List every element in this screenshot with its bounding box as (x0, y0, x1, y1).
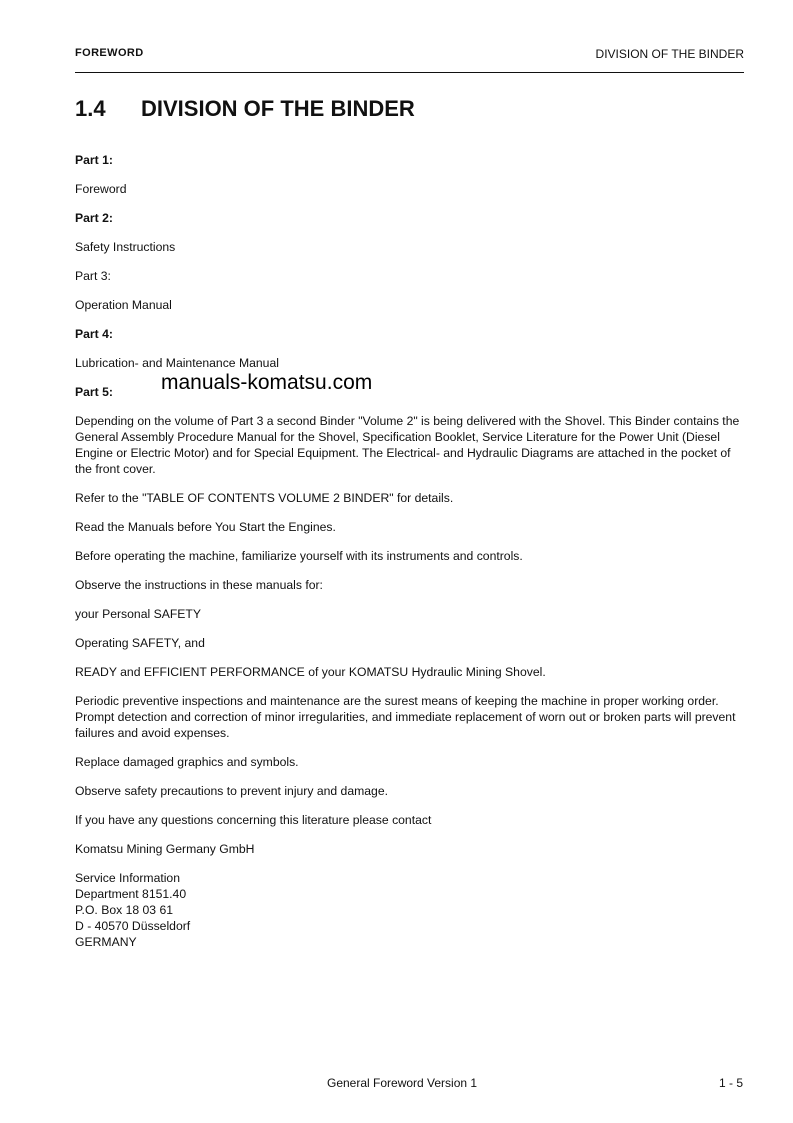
page-header (75, 47, 744, 63)
part-1-label: Part 1: (75, 153, 113, 167)
contact-address (75, 870, 745, 950)
familiarize-paragraph: Before operating the machine, familiarize yourself with its instruments and controls. (75, 549, 523, 563)
footer-page-number: 1 - 5 (718, 1076, 743, 1090)
watermark-url: manuals-komatsu.com (161, 371, 373, 394)
safety-precautions-paragraph: Observe safety precautions to prevent injury and damage. (75, 784, 388, 798)
address-line-1: Service Information (75, 871, 180, 885)
header-section-label: DIVISION OF THE BINDER (595, 47, 744, 61)
replace-graphics-paragraph: Replace damaged graphics and symbols. (75, 755, 299, 769)
section-heading (75, 96, 415, 122)
address-line-3: P.O. Box 18 03 61 (75, 903, 174, 917)
page-footer (0, 1076, 793, 1094)
part-1-text: Foreword (75, 182, 127, 196)
header-divider (75, 72, 744, 73)
address-line-5: GERMANY (75, 935, 137, 949)
header-chapter-label: FOREWORD (75, 47, 144, 59)
part-4-text: Lubrication- and Maintenance Manual (75, 356, 279, 370)
personal-safety-line: your Personal SAFETY (75, 607, 201, 621)
document-body (75, 152, 745, 963)
address-line-2: Department 8151.40 (75, 887, 187, 901)
refer-paragraph: Refer to the "TABLE OF CONTENTS VOLUME 2 BINDER" for details. (75, 491, 454, 505)
company-name: Komatsu Mining Germany GmbH (75, 842, 255, 856)
operating-safety-line: Operating SAFETY, and (75, 636, 205, 650)
periodic-maintenance-paragraph: Periodic preventive inspections and maintenance are the surest means of keeping the machine in proper working order. Prompt detection and correction of minor irregularities, and immediate replacement of worn out or broken parts will prevent failures and avoid expenses. (75, 694, 736, 740)
contact-paragraph: If you have any questions concerning this literature please contact (75, 813, 432, 827)
volume-2-paragraph: Depending on the volume of Part 3 a second Binder "Volume 2" is being delivered with the Shovel. This Binder contains the General Assembly Procedure Manual for the Shovel, Specification Booklet, Service Literature for the Power Unit (Diesel Engine or Electric Motor) and for Special Equipment. The Electrical- and Hydraulic Diagrams are attached in the pocket of the front cover. (75, 414, 740, 476)
part-4-label: Part 4: (75, 327, 113, 341)
observe-instructions-paragraph: Observe the instructions in these manuals for: (75, 578, 323, 592)
section-number: 1.4 (75, 96, 106, 121)
part-3-text: Operation Manual (75, 298, 172, 312)
footer-document-version: General Foreword Version 1 (327, 1076, 478, 1090)
read-manuals-paragraph: Read the Manuals before You Start the Engines. (75, 520, 336, 534)
section-title: DIVISION OF THE BINDER (141, 96, 415, 121)
performance-line: READY and EFFICIENT PERFORMANCE of your KOMATSU Hydraulic Mining Shovel. (75, 665, 546, 679)
part-2-text: Safety Instructions (75, 240, 176, 254)
part-5-label: Part 5: (75, 385, 113, 399)
part-2-label: Part 2: (75, 211, 113, 225)
address-line-4: D - 40570 Düsseldorf (75, 919, 191, 933)
part-3-label: Part 3: (75, 269, 111, 283)
